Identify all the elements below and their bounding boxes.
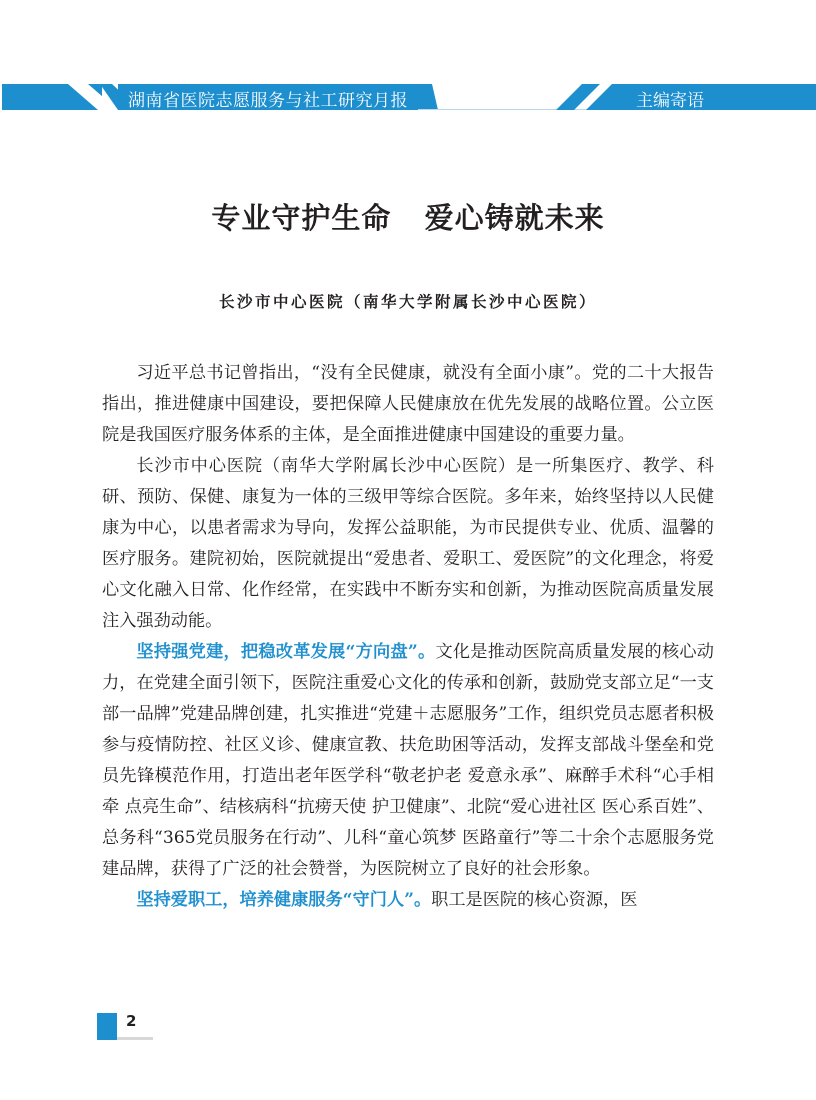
paragraph-4: [102, 885, 714, 916]
article-title: 专业守护生命 爱心铸就未来: [211, 201, 605, 235]
footer-rule: [117, 1037, 153, 1040]
paragraph-text: 职工是医院的核心资源，医: [431, 890, 638, 910]
page-number-marker: [97, 1013, 117, 1040]
paragraph-1: [102, 358, 714, 451]
paragraph-text: 长沙市中心医院（南华大学附属长沙中心医院）是一所集医疗、教学、科研、预防、保健、康复为一体的三级甲等综合医院。多年来，始终坚持以人民健康为中心，以患者需求为导向，发挥公益职能，为市民提供专业、优质、温馨的医疗服务。建院初始，医院就提出“爱患者、爱职工、爱医院”的文化理念，将爱心文化融入日常、化作经常，在实践中不断夯实和创新，为推动医院高质量发展注入强劲动能。: [102, 456, 714, 631]
column-name: 主编寄语: [636, 91, 704, 111]
paragraph-2: [102, 451, 714, 637]
article-body: [102, 358, 714, 916]
paragraph-text: 习近平总书记曾指出，“没有全民健康，就没有全面小康”。党的二十大报告指出，推进健康中国建设，要把保障人民健康放在优先发展的战略位置。公立医院是我国医疗服务体系的主体，是全面推进健康中国建设的重要力量。: [102, 363, 714, 445]
article-author: 长沙市中心医院（南华大学附属长沙中心医院）: [218, 292, 597, 311]
page-number: 2: [126, 1012, 137, 1030]
paragraph-highlight: 坚持强党建，把稳改革发展“方向盘”。: [136, 642, 436, 662]
paragraph-3: [102, 637, 714, 885]
paragraph-highlight: 坚持爱职工，培养健康服务“守门人”。: [136, 890, 432, 910]
paragraph-text: 文化是推动医院高质量发展的核心动力，在党建全面引领下，医院注重爱心文化的传承和创新，鼓励党支部立足“一支部一品牌”党建品牌创建，扎实推进“党建＋志愿服务”工作，组织党员志愿者积极参与疫情防控、社区义诊、健康宣教、扶危助困等活动，发挥支部战斗堡垒和党员先锋模范作用，打造出老年医学科“敬老护老 爱意永承”、麻醉手术科“心手相牵 点亮生命”、结核病科“抗痨天使 护卫健康”、北院“爱心进社区 医心系百姓”、总务科“365党员服务在行动”、儿科“童心筑梦 医路童行”等二十余个志愿服务党建品牌，获得了广泛的社会赞誉，为医院树立了良好的社会形象。: [102, 642, 714, 879]
journal-title: 湖南省医院志愿服务与社工研究月报: [128, 91, 408, 111]
